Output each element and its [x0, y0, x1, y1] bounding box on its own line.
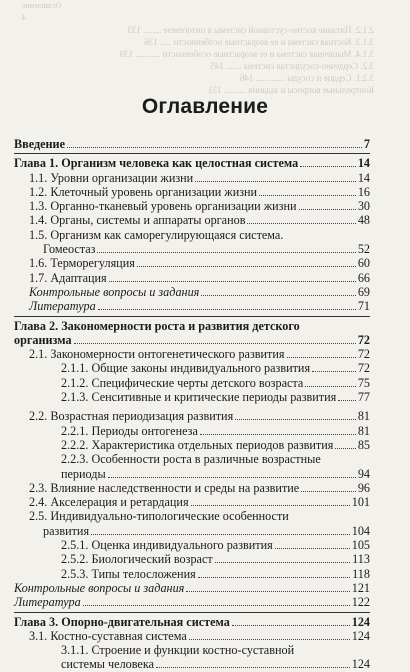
toc-entry-page: 14 [357, 170, 370, 185]
toc-entry-page: 122 [351, 595, 370, 610]
toc-section-1-5-title[interactable]: 1.5. Организм как саморегулирующаяся система. [29, 227, 284, 242]
toc-section-1-2[interactable] [14, 185, 370, 199]
bleed-header: Оглавление [22, 1, 62, 10]
toc-entry-title: 2.5.3. Типы телосложения [61, 566, 196, 581]
toc-entry-page: 48 [357, 213, 370, 228]
bleed-line: 3.1.4. Мышечная система и ее возрастные особенности ........... 139 [119, 49, 374, 59]
toc-entry-title: 2.2.1. Периоды онтогенеза [61, 423, 198, 438]
toc-entry-page: 77 [357, 390, 370, 405]
toc-entry-title: развития [43, 523, 90, 538]
toc-entry-page: 96 [357, 480, 370, 495]
toc-entry-title: Контрольные вопросы и задания [29, 284, 200, 299]
toc-entry-title: 1.6. Терморегуляция [29, 256, 135, 271]
toc-entry-title: 2.1.3. Сенситивные и критические периоды развития [61, 390, 337, 405]
bleed-line: 3.1.3. Костная система и ее возрастные особенности ..... 136 [144, 37, 374, 47]
toc-entry-page: 14 [357, 156, 370, 171]
bleed-line: 3.2.1. Сердце и сосуды ............. 146 [239, 73, 374, 83]
toc-entry-title: 2.5.2. Биологический возраст [61, 552, 213, 567]
toc-entry-title: 3.1. Костно-суставная система [29, 628, 187, 643]
toc-entry-title: 2.2.2. Характеристика отдельных периодов развития [61, 437, 334, 452]
toc-subsection-3-1-1-title[interactable]: 3.1.1. Строение и функции костно-суставной [61, 643, 295, 658]
toc-entry-title: системы человека [61, 657, 154, 672]
toc-section-2-5-title[interactable]: 2.5. Индивидуально-типологические особенности [29, 509, 289, 524]
table-of-contents [14, 137, 370, 672]
toc-section-1-7[interactable] [14, 271, 370, 285]
toc-entry-page: 118 [352, 566, 370, 581]
toc-chapter-1[interactable] [14, 156, 370, 170]
toc-entry-page: 101 [351, 495, 370, 510]
toc-entry-title: периоды [61, 466, 106, 481]
bleed-through-text [0, 0, 410, 98]
toc-subsection-2-2-2[interactable] [14, 438, 370, 452]
toc-subsection-2-1-3[interactable] [14, 390, 370, 404]
toc-subsection-2-5-1[interactable] [14, 538, 370, 552]
toc-subsection-2-2-3[interactable] [14, 467, 370, 481]
toc-section-2-1[interactable] [14, 347, 370, 361]
toc-entry-title: Литература [14, 595, 81, 610]
toc-entry-page: 85 [357, 437, 370, 452]
toc-entry-title: Глава 1. Организм человека как целостная система [14, 156, 299, 171]
toc-entry-page: 72 [357, 347, 370, 362]
toc-entry-title: Глава 3. Опорно-двигательная система [14, 614, 230, 629]
toc-literature-2[interactable] [14, 595, 370, 609]
toc-entry-page: 124 [351, 657, 370, 672]
toc-entry-page: 81 [357, 423, 370, 438]
toc-entry-title: 1.2. Клеточный уровень организации жизни [29, 184, 258, 199]
toc-entry-page: 66 [357, 270, 370, 285]
toc-section-1-3[interactable] [14, 199, 370, 213]
toc-section-2-3[interactable] [14, 481, 370, 495]
toc-subsection-2-5-2[interactable] [14, 552, 370, 566]
toc-section-3-1[interactable] [14, 629, 370, 643]
toc-entry-title: Литература [29, 299, 96, 314]
bleed-page-number: 4 [22, 13, 26, 22]
toc-entry-title: 1.1. Уровни организации жизни [29, 170, 194, 185]
toc-section-1-6[interactable] [14, 256, 370, 270]
toc-entry-page: 121 [351, 580, 370, 595]
toc-entry-title: 2.5.1. Оценка индивидуального развития [61, 538, 273, 553]
toc-entry-page: 7 [363, 137, 370, 151]
toc-subsection-3-1-1[interactable] [14, 657, 370, 671]
toc-entry-page: 81 [357, 409, 370, 424]
toc-entry-title: 1.7. Адаптация [29, 270, 107, 285]
toc-chapter-2[interactable] [14, 333, 370, 347]
toc-entry-intro[interactable] [14, 137, 370, 151]
toc-literature-1[interactable] [14, 299, 370, 313]
toc-entry-page: 72 [357, 361, 370, 376]
divider [14, 153, 370, 154]
toc-subsection-2-1-2[interactable] [14, 376, 370, 390]
toc-section-1-1[interactable] [14, 171, 370, 185]
toc-entry-page: 52 [357, 242, 370, 257]
bleed-line: 2.1.2. Питание костно-суставной системы в онтогенезе ........ 133 [127, 25, 374, 35]
page-title: Оглавление [141, 95, 269, 118]
toc-entry-title: 1.4. Органы, системы и аппараты органов [29, 213, 246, 228]
toc-entry-title: организма [14, 332, 72, 347]
toc-questions-1[interactable] [14, 285, 370, 299]
toc-entry-page: 124 [351, 628, 370, 643]
toc-section-1-4[interactable] [14, 213, 370, 227]
toc-entry-title: 1.3. Органно-тканевый уровень организации жизни [29, 199, 297, 214]
bleed-line: Контрольные вопросы и задания .......... 151 [208, 85, 374, 95]
toc-subsection-2-1-1[interactable] [14, 361, 370, 375]
toc-entry-title: 2.1.2. Специфические черты детского возраста [61, 375, 304, 390]
toc-subsection-2-2-1[interactable] [14, 424, 370, 438]
toc-entry-page: 71 [357, 299, 370, 314]
toc-subsection-2-5-3[interactable] [14, 567, 370, 581]
toc-section-1-5[interactable] [14, 242, 370, 256]
toc-entry-title: 2.1. Закономерности онтогенетического развития [29, 347, 285, 362]
toc-section-2-2[interactable] [14, 409, 370, 423]
toc-questions-2[interactable] [14, 581, 370, 595]
toc-entry-page: 72 [357, 332, 370, 347]
toc-entry-title: Введение [14, 137, 65, 151]
toc-entry-title: 2.1.1. Общие законы индивидуального развития [61, 361, 311, 376]
toc-entry-page: 124 [351, 614, 370, 629]
toc-entry-page: 30 [357, 199, 370, 214]
toc-entry-title: 2.2. Возрастная периодизация развития [29, 409, 234, 424]
toc-entry-page: 60 [357, 256, 370, 271]
toc-entry-title: 2.4. Акселерация и ретардация [29, 495, 189, 510]
toc-section-2-5[interactable] [14, 524, 370, 538]
toc-entry-title: 2.3. Влияние наследственности и среды на развитие [29, 480, 300, 495]
toc-chapter-3[interactable] [14, 615, 370, 629]
toc-entry-page: 94 [357, 466, 370, 481]
toc-section-2-4[interactable] [14, 495, 370, 509]
toc-entry-page: 69 [357, 284, 370, 299]
toc-entry-title: Гомеостаз [43, 242, 96, 257]
toc-entry-page: 16 [357, 184, 370, 199]
toc-entry-page: 105 [351, 538, 370, 553]
toc-subsection-2-2-3-title[interactable]: 2.2.3. Особенности роста в различные возрастные [61, 452, 321, 467]
toc-chapter-2-title[interactable]: Глава 2. Закономерности роста и развития детского [14, 318, 300, 333]
toc-entry-title: Контрольные вопросы и задания [14, 580, 185, 595]
toc-entry-page: 104 [351, 523, 370, 538]
divider [14, 316, 370, 317]
toc-entry-page: 113 [352, 552, 370, 567]
toc-entry-page: 75 [357, 375, 370, 390]
bleed-line: 3.2. Сердечно-сосудистая система ....... 145 [210, 61, 374, 71]
divider [14, 612, 370, 613]
